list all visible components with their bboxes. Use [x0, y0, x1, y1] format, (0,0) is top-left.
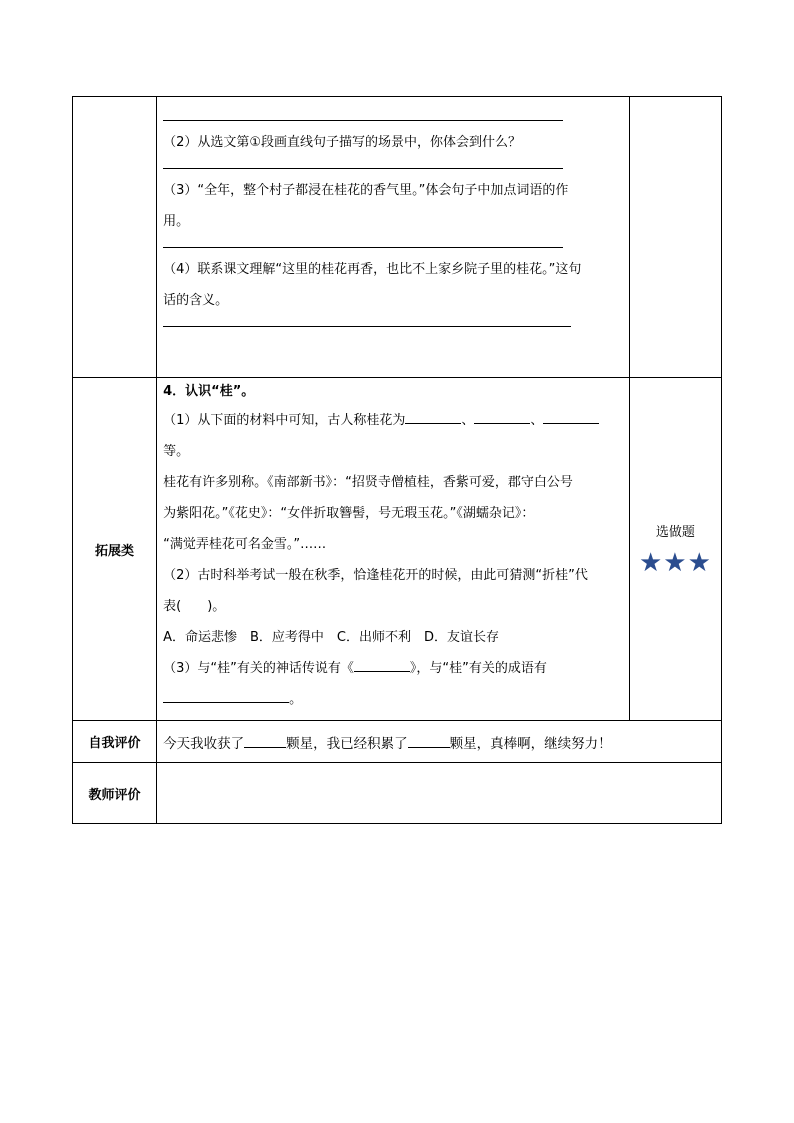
self-eval-row — [73, 721, 722, 763]
self-eval-label: 自我评价 — [73, 721, 157, 763]
extension-title: 4．认识“桂”。 — [163, 384, 255, 399]
extension-row — [73, 378, 722, 721]
material-line-1: 桂花有许多别称。《南部新书》：“招贤寺僧植桂，香紫可爱，郡守白公号 — [163, 475, 573, 490]
self-eval-part-a: 今天我收获了 — [163, 735, 245, 752]
teacher-eval-row — [73, 763, 722, 824]
extension-content-cell — [157, 378, 630, 721]
answer-blank[interactable] — [163, 688, 289, 703]
star-icon: ★★★ — [638, 547, 712, 578]
answer-blank[interactable] — [354, 657, 410, 672]
ext-q3-mid: 》，与“桂”有关的成语有 — [409, 661, 547, 676]
teacher-eval-cell[interactable] — [157, 763, 722, 824]
optional-cell — [629, 378, 721, 721]
ext-q3-text: （3）与“桂”有关的神话传说有《 — [163, 661, 354, 676]
ext-q3-end: 。 — [289, 692, 303, 707]
answer-line — [163, 237, 563, 248]
teacher-eval-label: 教师评价 — [73, 763, 157, 824]
answer-blank[interactable] — [474, 409, 530, 424]
question-4-line1: （4）联系课文理解“这里的桂花再香，也比不上家乡院子里的桂花。”这句 — [163, 262, 582, 277]
separator: 、 — [530, 413, 544, 428]
material-line-3: “满觉弄桂花可名金雪。”…… — [163, 537, 327, 552]
answer-line — [163, 316, 571, 327]
answer-line — [163, 97, 563, 121]
ext-question-3-end — [163, 684, 621, 715]
self-eval-text — [157, 732, 721, 752]
row1-label-cell — [73, 97, 157, 378]
material-line-2: 为紫阳花。”《花史》：“女伴折取簪髻，号无瑕玉花。”《湖蠕杂记》： — [163, 506, 535, 521]
extension-label: 拓展类 — [73, 378, 157, 721]
question-4-line2: 话的含义。 — [163, 293, 229, 308]
ext-q1-end: 等。 — [163, 444, 190, 459]
question-3-line2: 用。 — [163, 214, 190, 229]
row1-side-cell — [629, 97, 721, 378]
answer-blank[interactable] — [543, 409, 599, 424]
ext-question-3 — [163, 653, 621, 684]
question-3-line1: （3）“全年，整个村子都浸在桂花的香气里。”体会句子中加点词语的作 — [163, 183, 569, 198]
self-eval-cell — [157, 721, 722, 763]
stars-earned-blank[interactable] — [244, 733, 286, 748]
ext-question-1 — [163, 405, 621, 436]
ext-question-2-line2: 表( )。 — [163, 599, 226, 614]
ext-question-2-line1: （2）古时科举考试一般在秋季，恰逢桂花开的时候，由此可猜测“折桂”代 — [163, 568, 588, 583]
answer-line — [163, 158, 563, 169]
answer-blank[interactable] — [405, 409, 461, 424]
ext-q1-text: （1）从下面的材料中可知，古人称桂花为 — [163, 413, 406, 428]
self-eval-part-c: 颗星，真棒啊，继续努力！ — [449, 735, 612, 752]
worksheet-table — [72, 96, 722, 824]
questions-row — [73, 97, 722, 378]
row1-content-cell — [157, 97, 630, 378]
ext-options: A．命运悲惨 B．应考得中 C．出师不利 D．友谊长存 — [163, 630, 500, 645]
self-eval-part-b: 颗星，我已经积累了 — [286, 735, 408, 752]
optional-label: 选做题 — [655, 524, 695, 540]
question-2: （2）从选文第①段画直线句子描写的场景中，你体会到什么？ — [163, 135, 522, 150]
separator: 、 — [461, 413, 475, 428]
stars-total-blank[interactable] — [408, 733, 450, 748]
